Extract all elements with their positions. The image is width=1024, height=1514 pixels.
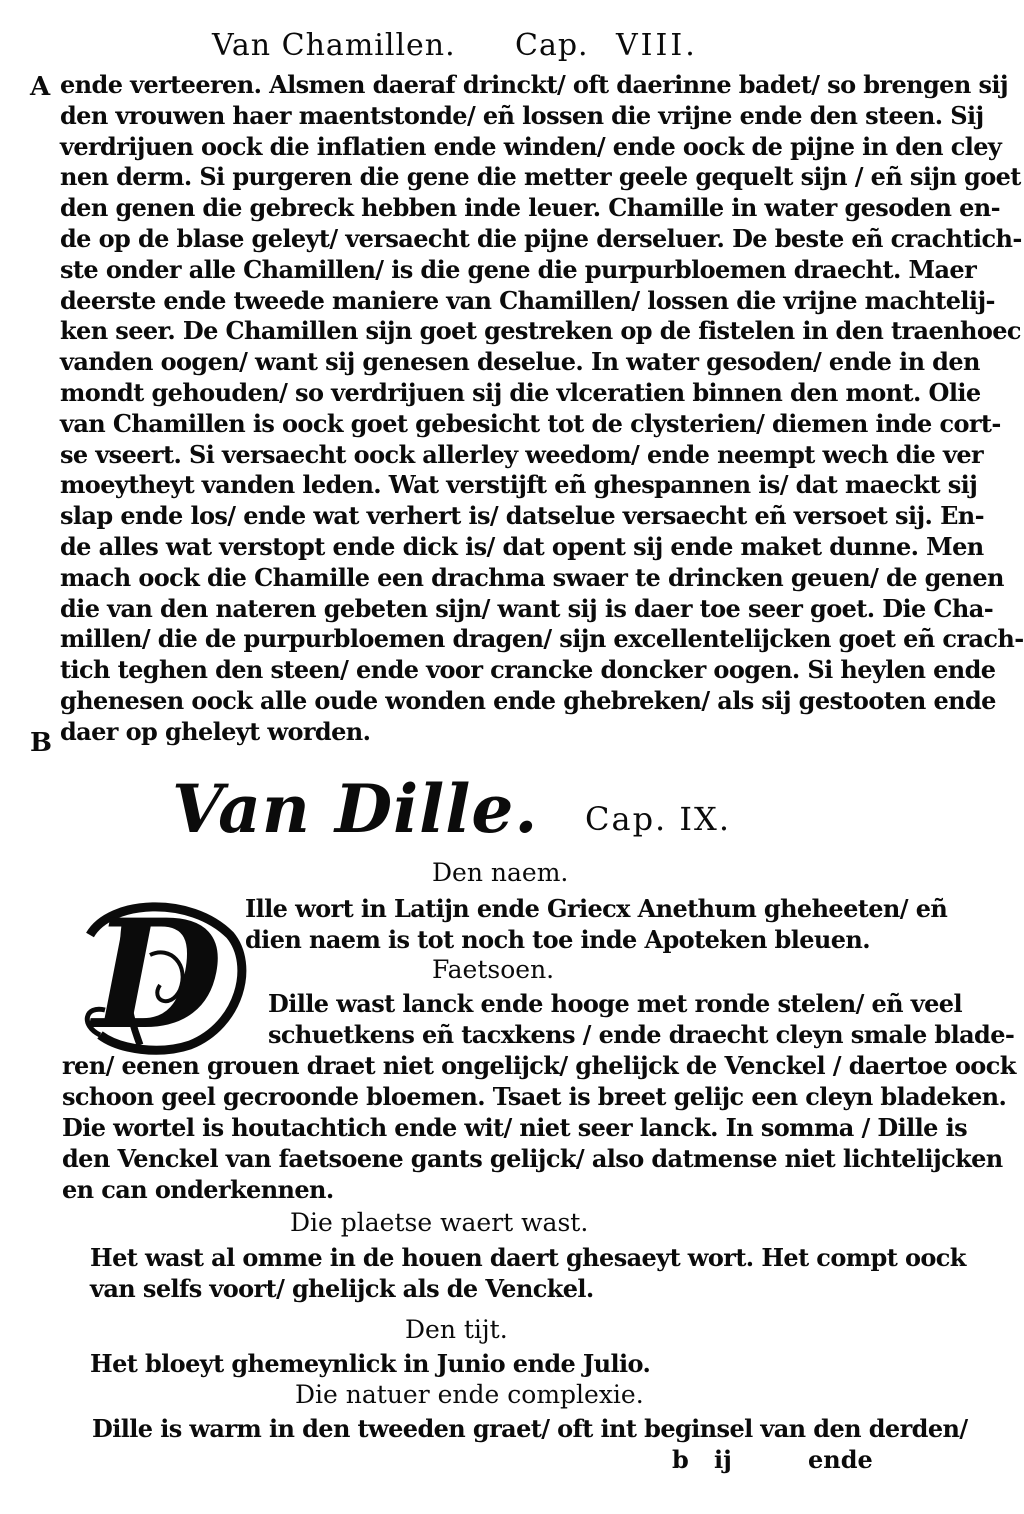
- natuer-text: [92, 1413, 968, 1444]
- section-head-plaetse: Die plaetse waert wast.: [290, 1208, 589, 1237]
- text-line: ende verteeren. Alsmen daeraf drinckt/ oft daerinne badet/ so brengen sij: [60, 70, 1008, 99]
- text-line: Dille wast lanck ende hooge met ronde stelen/ eñ veel: [268, 989, 962, 1018]
- text-line: slap ende los/ ende wat verhert is/ datselue versaecht eñ versoet sij. En-: [60, 501, 984, 531]
- text-line: schoon geel gecroonde bloemen. Tsaet is breet gelijc een cleyn bladeken.: [62, 1082, 1007, 1111]
- signature-letter: b: [672, 1445, 689, 1474]
- chapter-title: Van Dille.: [172, 770, 539, 848]
- signature-number: ij: [714, 1445, 732, 1474]
- tijt-text: [90, 1348, 870, 1379]
- text-line: en can onderkennen.: [62, 1175, 334, 1204]
- text-line: millen/ die de purpurbloemen dragen/ sijn excellentelijcken goet eñ crach-: [60, 624, 1024, 654]
- text-line: die van den nateren gebeten sijn/ want sij is daer toe seer goet. Die Cha-: [60, 593, 994, 623]
- text-line: schuetkens eñ tacxkens / ende draecht cleyn smale blade-: [268, 1020, 1015, 1049]
- initial-letter: D: [92, 887, 223, 1063]
- running-head-cap: Cap.: [515, 28, 589, 63]
- section-head-tijt: Den tijt.: [405, 1315, 508, 1344]
- text-line: daer op gheleyt worden.: [60, 716, 371, 746]
- text-line: ken seer. De Chamillen sijn goet gestreken op de fistelen in den traenhoec: [60, 316, 1021, 346]
- running-head-chapter-number: VIII.: [616, 28, 698, 63]
- text-line: moeytheyt vanden leden. Wat verstijft eñ ghespannen is/ dat maeckt sij: [60, 470, 978, 500]
- text-line: Dille is warm in den tweeden graet/ oft int beginsel van den derden/: [92, 1414, 968, 1443]
- naem-text: [245, 893, 948, 955]
- section-head-faetsoen: Faetsoen.: [432, 955, 555, 984]
- text-line: den Venckel van faetsoene gants gelijck/ also datmense niet lichtelijcken: [62, 1144, 1003, 1173]
- text-line: de op de blase geleyt/ versaecht die pijne derseluer. De beste eñ crachtich-: [60, 223, 1022, 253]
- text-line: mach oock die Chamille een drachma swaer te drincken geuen/ de genen: [60, 562, 1004, 592]
- text-line: nen derm. Si purgeren die gene die metter geele gequelt sijn / eñ sijn goet: [60, 162, 1021, 192]
- text-line: Het wast al omme in de houen daert ghesaeyt wort. Het compt oock: [90, 1243, 966, 1272]
- section-head-naem: Den naem.: [432, 858, 569, 887]
- running-head-title: Van Chamillen.: [212, 28, 456, 63]
- text-line: verdrijuen oock die inflatien ende winden/ ende oock de pijne in den cley: [60, 131, 1002, 161]
- text-line: de alles wat verstopt ende dick is/ dat opent sij ende maket dunne. Men: [60, 531, 984, 561]
- faetsoen-text: [62, 1050, 1016, 1205]
- margin-marker-a: A: [30, 72, 51, 102]
- text-line: den genen die gebreck hebben inde leuer. Chamille in water gesoden en-: [60, 193, 1000, 223]
- text-line: van Chamillen is oock goet gebesicht tot de clysterien/ diemen inde cort-: [60, 408, 1001, 438]
- decorated-initial: [70, 887, 245, 1063]
- text-line: ghenesen oock alle oude wonden ende ghebreken/ als sij gestooten ende: [60, 685, 996, 715]
- chapter-cap-label: Cap. IX.: [585, 800, 731, 838]
- text-line: van selfs voort/ ghelijck als de Venckel.: [90, 1274, 594, 1303]
- text-line: mondt gehouden/ so verdrijuen sij die vlceratien binnen den mont. Olie: [60, 377, 981, 407]
- plaetse-text: [90, 1242, 966, 1304]
- text-line: dien naem is tot noch toe inde Apoteken bleuen.: [245, 925, 871, 954]
- section-head-natuer: Die natuer ende complexie.: [295, 1380, 644, 1409]
- chapter-viii-text: [60, 70, 1024, 748]
- text-line: den vrouwen haer maentstonde/ eñ lossen die vrijne ende den steen. Sij: [60, 100, 984, 130]
- text-line: ste onder alle Chamillen/ is die gene die purpurbloemen draecht. Maer: [60, 254, 977, 284]
- catchword: ende: [808, 1445, 873, 1474]
- text-line: ren/ eenen grouen draet niet ongelijck/ ghelijck de Venckel / daertoe oock: [62, 1051, 1016, 1080]
- text-line: tich teghen den steen/ ende voor crancke doncker oogen. Si heylen ende: [60, 655, 996, 685]
- margin-marker-b: B: [30, 728, 52, 758]
- text-line: deerste ende tweede maniere van Chamillen/ lossen die vrijne machtelij-: [60, 285, 995, 315]
- text-line: vanden oogen/ want sij genesen deselue. In water gesoden/ ende in den: [60, 347, 980, 377]
- faetsoen-text-indented: [268, 988, 1015, 1050]
- running-head: [0, 28, 900, 62]
- text-line: se vseert. Si versaecht oock allerley weedom/ ende neempt wech die ver: [60, 439, 984, 469]
- text-line: Ille wort in Latijn ende Griecx Anethum gheheeten/ eñ: [245, 894, 948, 923]
- text-line: Die wortel is houtachtich ende wit/ niet seer lanck. In somma / Dille is: [62, 1113, 967, 1142]
- text-line: Het bloeyt ghemeynlick in Junio ende Julio.: [90, 1349, 651, 1378]
